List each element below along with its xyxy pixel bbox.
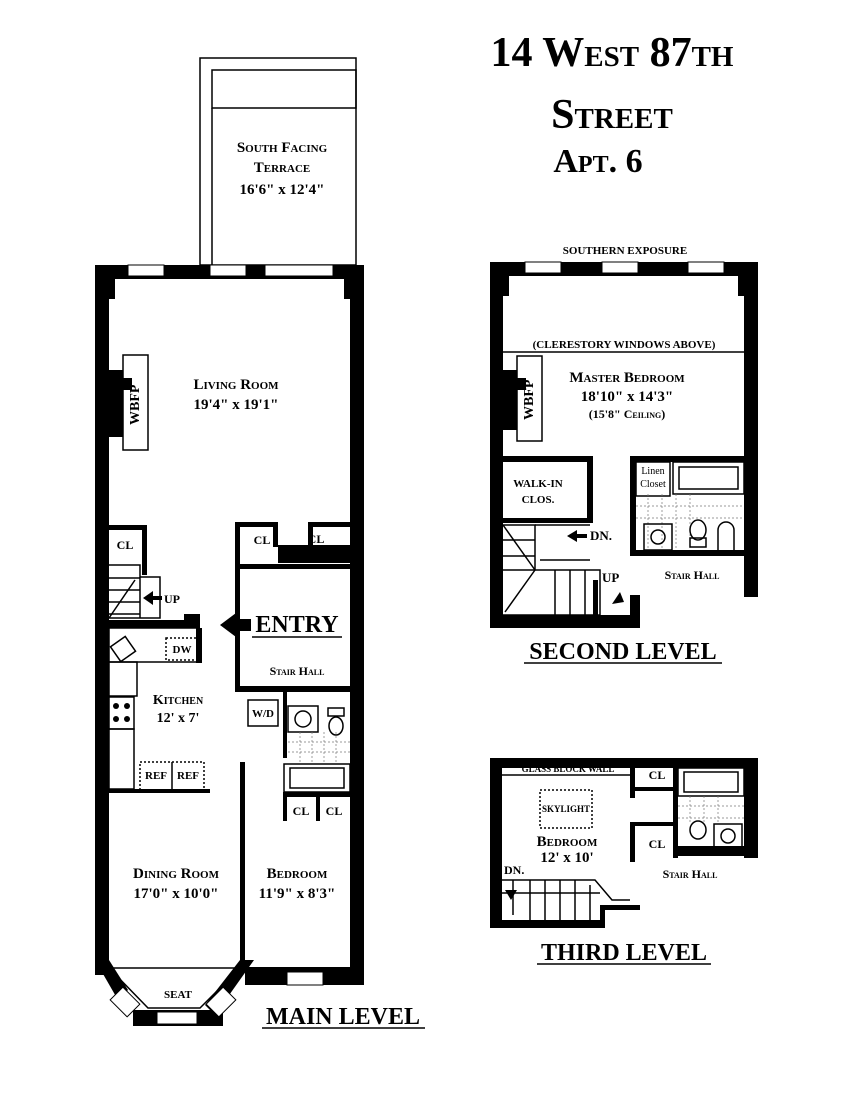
bedroom-closet-label-1: CL [292, 804, 310, 818]
second-stair-dn-label: DN. [590, 528, 613, 543]
southern-exposure-label: SOUTHERN EXPOSURE [562, 245, 688, 257]
washer-dryer-label: W/D [252, 708, 274, 720]
terrace-inner [212, 70, 356, 108]
terrace-name: South Facing [236, 140, 328, 156]
stove-icon [109, 697, 134, 729]
fridge-label-1: REF [145, 770, 167, 782]
main-level-label: MAIN LEVEL [265, 1004, 421, 1030]
sink-icon [651, 530, 665, 544]
entry-arrow [220, 613, 251, 637]
title-line-1: 14 West 87th [490, 30, 734, 76]
living-closet-label-1: CL [116, 538, 134, 552]
living-closet-label-3: CL [307, 532, 325, 546]
second-stair-hall-label: Stair Hall [664, 568, 720, 582]
dining-room-name: Dining Room [133, 866, 219, 882]
second-level-label: SECOND LEVEL [529, 639, 717, 665]
bath-tile [288, 732, 350, 762]
master-bedroom-ceiling: (15'8" Ceiling) [588, 407, 666, 421]
window [210, 265, 246, 276]
clerestory-label: (CLERESTORY WINDOWS ABOVE) [532, 339, 716, 351]
main-east-wall [350, 265, 364, 985]
main-level-plan [95, 58, 425, 1030]
dining-room-size: 17'0" x 10'0" [133, 886, 219, 902]
fridge-label-2: REF [177, 770, 199, 782]
skylight-label: SKYLIGHT [541, 804, 591, 814]
third-level-plan [490, 758, 758, 966]
kitchen-size: 12' x 7' [156, 711, 200, 726]
main-stair-up-label: UP [164, 592, 180, 606]
main-bedroom-name: Bedroom [266, 866, 328, 882]
plan-title [491, 30, 734, 180]
third-stair-dn-label: DN. [504, 863, 525, 877]
living-closet-label-2: CL [253, 533, 271, 547]
master-bedroom-size: 18'10" x 14'3" [580, 389, 674, 405]
window [602, 262, 638, 273]
third-bedroom-size: 12' x 10' [540, 850, 594, 866]
third-closet-label-2: CL [648, 837, 666, 851]
dishwasher-label: DW [172, 644, 192, 656]
third-stair [502, 880, 640, 927]
second-stair-up-label: UP [602, 570, 620, 585]
sink-icon [110, 636, 135, 661]
second-level-plan [490, 245, 758, 665]
linen-label: Linen [641, 466, 665, 477]
window [688, 262, 724, 273]
title-line-3: Apt. 6 [553, 143, 643, 180]
bedroom-closet-label-2: CL [325, 804, 343, 818]
terrace-name-2: Terrace [253, 160, 311, 176]
main-wbfp-label: WBFP [128, 384, 143, 425]
second-wbfp-label: WBFP [522, 379, 537, 420]
bay-seat-label: SEAT [164, 989, 192, 1001]
master-bedroom-name: Master Bedroom [569, 370, 685, 386]
third-level-label: THIRD LEVEL [540, 940, 708, 966]
window [287, 972, 323, 985]
window [265, 265, 333, 276]
walkin-clos-label: CLOS. [521, 494, 555, 506]
third-stair-hall-label: Stair Hall [662, 867, 718, 881]
terrace-size: 16'6" x 12'4" [239, 182, 325, 198]
main-stair-hall-label: Stair Hall [269, 664, 325, 678]
walkin-label: WALK-IN [513, 478, 563, 490]
window [525, 262, 561, 273]
main-stair [109, 565, 162, 618]
sink-icon [295, 711, 311, 727]
linen-closet-label: Closet [640, 479, 666, 490]
entry-label: ENTRY [255, 612, 339, 638]
living-room-name: Living Room [193, 377, 279, 393]
glass-block-label: GLASS BLOCK WALL [521, 764, 615, 774]
living-room-size: 19'4" x 19'1" [193, 397, 279, 413]
sink-icon [721, 829, 735, 843]
title-line-2: Street [551, 92, 673, 138]
bath-tile [678, 796, 744, 824]
third-bedroom-name: Bedroom [536, 834, 598, 850]
kitchen-name: Kitchen [152, 693, 204, 708]
bidet-icon [718, 522, 734, 550]
toilet-icon [690, 821, 706, 839]
window [128, 265, 164, 276]
toilet-icon [690, 520, 706, 540]
main-bedroom-size: 11'9" x 8'3" [258, 886, 336, 902]
third-closet-label-1: CL [648, 768, 666, 782]
